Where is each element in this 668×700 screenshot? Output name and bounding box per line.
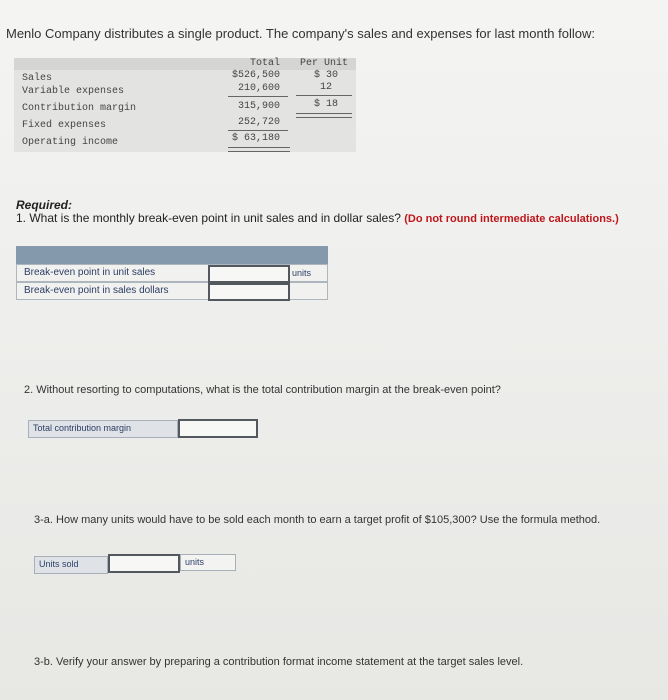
break-even-units-unit: units — [292, 268, 312, 278]
problem-intro: Menlo Company distributes a single product. The company's sales and expenses for last month follow: — [6, 26, 595, 41]
row-fixed-label: Fixed expenses — [22, 120, 107, 131]
question-3a: 3-a. How many units would have to be sold each month to earn a target profit of $105,300? Use the formula method. — [34, 514, 601, 526]
question-1-text: 1. What is the monthly break-even point in unit sales and in dollar sales? — [16, 211, 401, 225]
total-cm-label: Total contribution margin — [28, 420, 178, 438]
header-per-unit: Per Unit — [299, 58, 348, 69]
row-sales-total: $526,500 — [231, 70, 280, 81]
question-1-hint: (Do not round intermediate calculations.) — [404, 213, 619, 225]
answer-row-unit-sales-label: Break-even point in unit sales — [24, 267, 156, 278]
required-heading: Required: — [16, 198, 73, 212]
row-cm-total: 315,900 — [237, 101, 280, 112]
fixed-underline — [228, 130, 288, 131]
header-total: Total — [249, 58, 280, 69]
cm-per-unit-double-underline — [296, 113, 352, 118]
operating-double-underline — [228, 147, 290, 152]
row-variable-total: 210,600 — [237, 83, 280, 94]
units-sold-input[interactable] — [108, 554, 180, 573]
row-operating-total: $ 63,180 — [231, 133, 280, 144]
units-sold-unit: units — [180, 554, 236, 571]
answer-table-header — [16, 246, 328, 264]
row-sales-per-unit: $ 30 — [313, 70, 338, 81]
variable-per-unit-underline — [296, 95, 352, 96]
break-even-dollars-input[interactable] — [208, 283, 290, 301]
question-2: 2. Without resorting to computations, what is the total contribution margin at the break-even point? — [24, 384, 501, 396]
variable-underline — [228, 96, 288, 97]
row-fixed-total: 252,720 — [237, 117, 280, 128]
units-sold-label: Units sold — [34, 556, 108, 574]
row-variable-per-unit: 12 — [319, 82, 332, 93]
row-cm-per-unit: $ 18 — [313, 99, 338, 110]
question-3b: 3-b. Verify your answer by preparing a contribution format income statement at the target sales level. — [34, 656, 524, 668]
total-cm-input[interactable] — [178, 419, 258, 438]
row-sales-label: Sales — [22, 73, 53, 84]
answer-row-sales-dollars-label: Break-even point in sales dollars — [24, 285, 169, 296]
question-1 — [16, 211, 619, 225]
break-even-units-input[interactable] — [208, 265, 290, 283]
row-variable-label: Variable expenses — [22, 86, 125, 97]
row-cm-label: Contribution margin — [22, 103, 137, 114]
row-operating-label: Operating income — [22, 137, 119, 148]
